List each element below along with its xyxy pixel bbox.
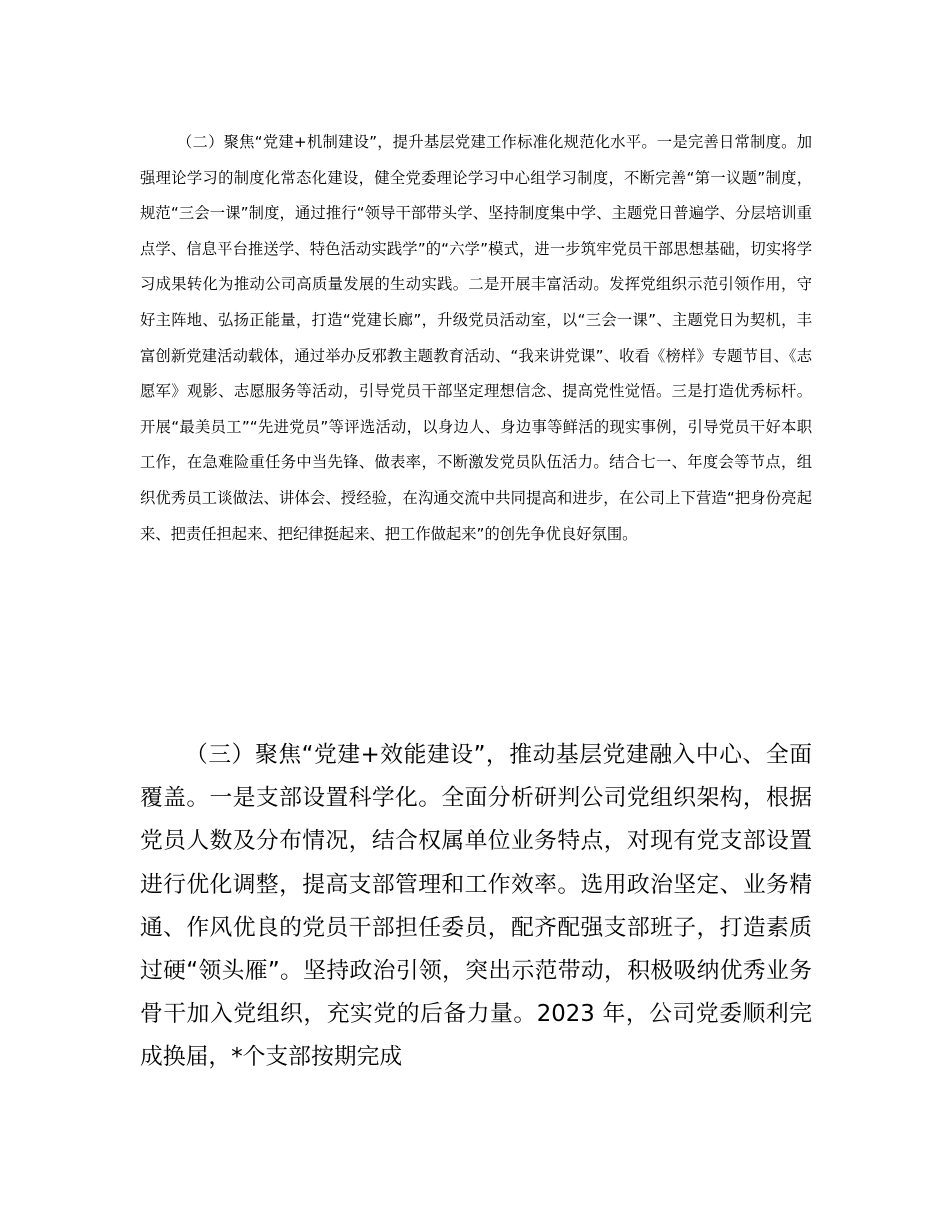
paragraph-efficiency-building: （三）聚焦“党建+效能建设”，推动基层党建融入中心、全面覆盖。一是支部设置科学化。全面分析研判公司党组织架构，根据党员人数及分布情况，结合权属单位业务特点，对现有党支部设置进行优化调整，提高支部管理和工作效率。选用政治坚定、业务精通、作风优良的党员干部担任委员，配齐配强支部班子，打造素质过硬“领头雁”。坚持政治引领，突出示范带动，积极吸纳优秀业务骨干加入党组织，充实党的后备力量。2023 年，公司党委顺利完成换届，*个支部按期完成: [140, 742, 812, 1071]
paragraph-mechanism-building: （二）聚焦“党建+机制建设”，提升基层党建工作标准化规范化水平。一是完善日常制度。加强理论学习的制度化常态化建设，健全党委理论学习中心组学习制度，不断完善“第一议题”制度，规范“三会一课”制度，通过推行“领导干部带头学、坚持制度集中学、主题党日普遍学、分层培训重点学、信息平台推送学、特色活动实践学”的“六学”模式，进一步筑牢党员干部思想基础，切实将学习成果转化为推动公司高质量发展的生动实践。二是开展丰富活动。发挥党组织示范引领作用，守好主阵地、弘扬正能量，打造“党建长廊”，升级党员活动室，以“三会一课”、主题党日为契机，丰富创新党建活动载体，通过举办反邪教主题教育活动、“我来讲党课”、收看《榜样》专题节目、《志愿军》观影、志愿服务等活动，引导党员干部坚定理想信念、提高党性觉悟。三是打造优秀标杆。开展“最美员工”“先进党员”等评选活动，以身边人、身边事等鲜活的现实事例，引导党员干好本职工作，在急难险重任务中当先锋、做表率，不断激发党员队伍活力。结合七一、年度会等节点，组织优秀员工谈做法、讲体会、授经验，在沟通交流中共同提高和进步，在公司上下营造“把身份亮起来、把责任担起来、把纪律挺起来、把工作做起来”的创先争优良好氛围。: [140, 133, 812, 543]
